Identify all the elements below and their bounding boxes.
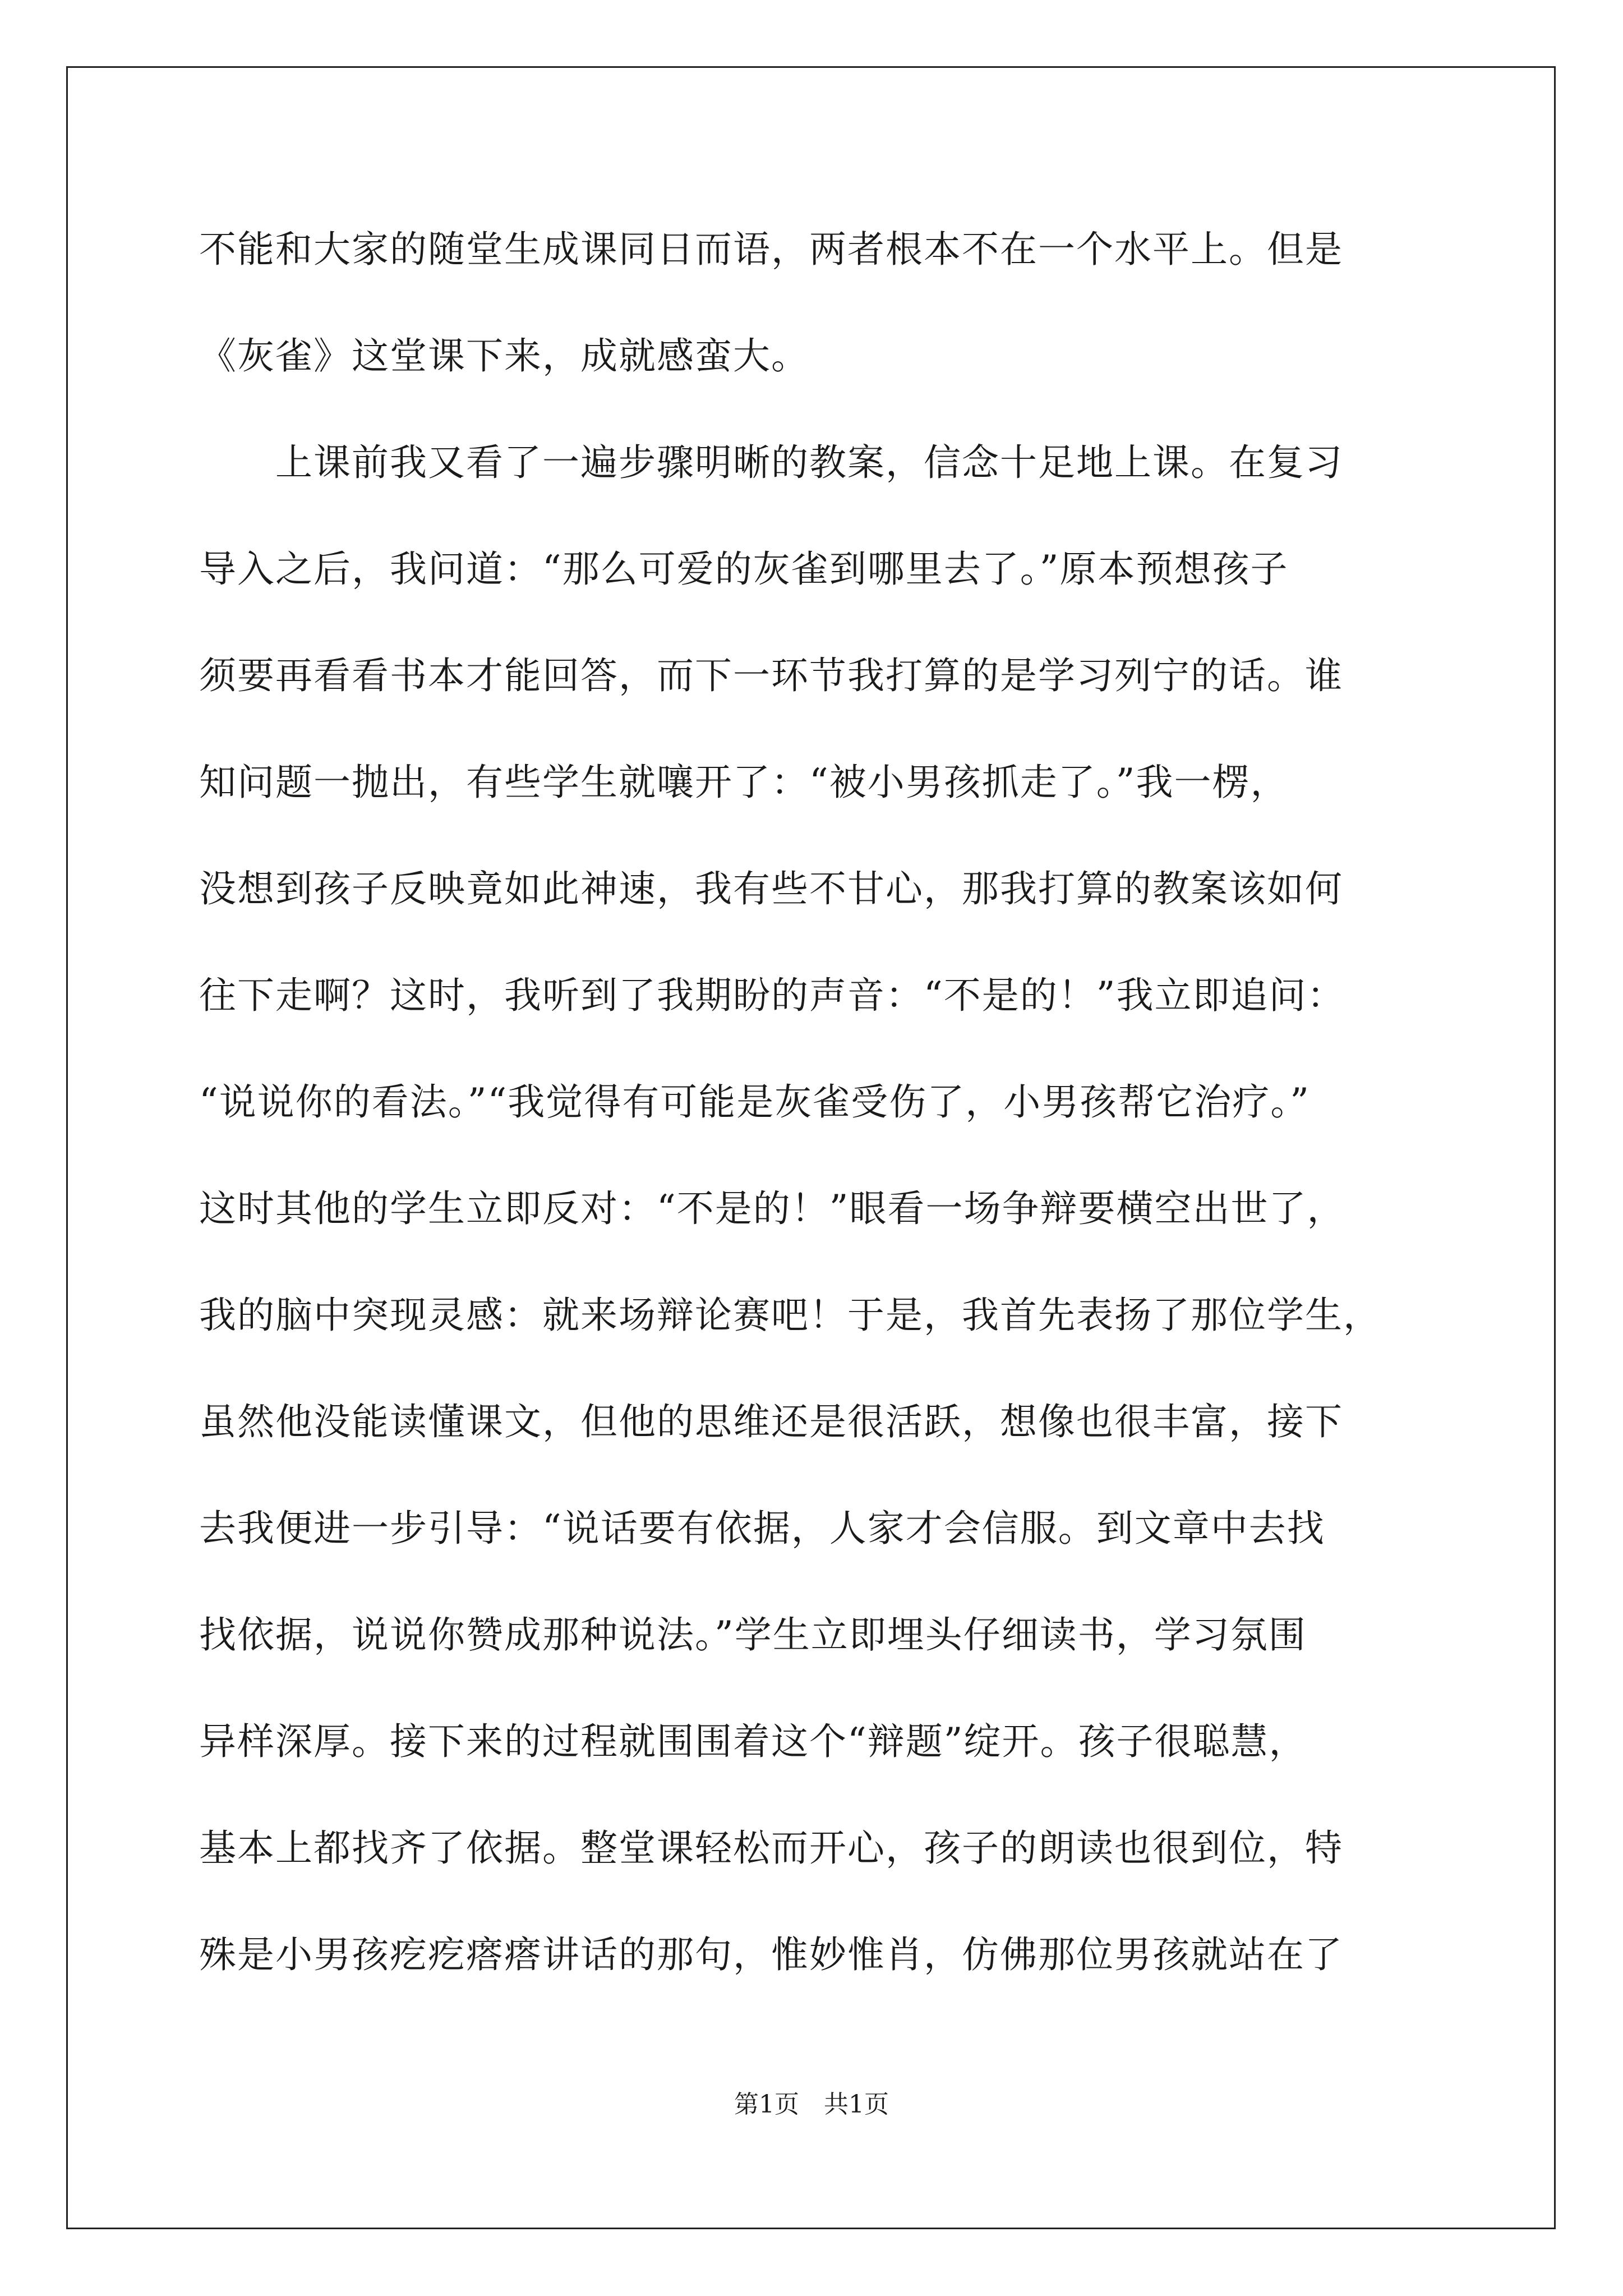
text-line: 这时其他的学生立即反对：“不是的！”眼看一场争辩要横空出世了， bbox=[199, 1187, 1345, 1230]
text-line: 知问题一抛出，有些学生就嚷开了：“被小男孩抓走了。”我一楞， bbox=[199, 761, 1289, 804]
text-line: 我的脑中突现灵感：就来场辩论赛吧！于是，我首先表扬了那位学生， bbox=[199, 1294, 1381, 1337]
text-line: 去我便进一步引导：“说话要有依据，人家才会信服。到文章中去找 bbox=[199, 1507, 1325, 1550]
document-body bbox=[199, 216, 1433, 2028]
text-line: 不能和大家的随堂生成课同日而语，两者根本不在一个水平上。但是 bbox=[199, 228, 1343, 271]
text-line: 往下走啊？这时，我听到了我期盼的声音：“不是的！”我立即追问： bbox=[199, 974, 1345, 1017]
text-line: “说说你的看法。”“我觉得有可能是灰雀受伤了，小男孩帮它治疗。” bbox=[199, 1080, 1310, 1124]
text-line: 异样深厚。接下来的过程就围围着这个“辩题”绽开。孩子很聪慧， bbox=[199, 1720, 1307, 1763]
text-line: 找依据，说说你赞成那种说法。”学生立即埋头仔细读书，学习氛围 bbox=[199, 1613, 1307, 1657]
text-line: 没想到孩子反映竟如此神速，我有些不甘心，那我打算的教案该如何 bbox=[199, 867, 1343, 910]
text-line: 《灰雀》这堂课下来，成就感蛮大。 bbox=[199, 334, 809, 378]
text-line: 殊是小男孩疙疙瘩瘩讲话的那句，惟妙惟肖，仿佛那位男孩就站在了 bbox=[199, 1933, 1343, 1976]
page-number: 第1页 bbox=[734, 2090, 799, 2119]
text-line: 导入之后，我问道：“那么可爱的灰雀到哪里去了。”原本预想孩子 bbox=[199, 547, 1289, 591]
text-line: 须要再看看书本才能回答，而下一环节我打算的是学习列宁的话。谁 bbox=[199, 654, 1343, 697]
text-line: 上课前我又看了一遍步骤明晰的教案，信念十足地上课。在复习 bbox=[199, 441, 1343, 484]
text-line: 虽然他没能读懂课文，但他的思维还是很活跃，想像也很丰富，接下 bbox=[199, 1400, 1343, 1443]
page-footer bbox=[0, 2088, 1623, 2122]
page-total: 共1页 bbox=[824, 2090, 889, 2119]
text-line: 基本上都找齐了依据。整堂课轻松而开心，孩子的朗读也很到位，特 bbox=[199, 1826, 1343, 1870]
